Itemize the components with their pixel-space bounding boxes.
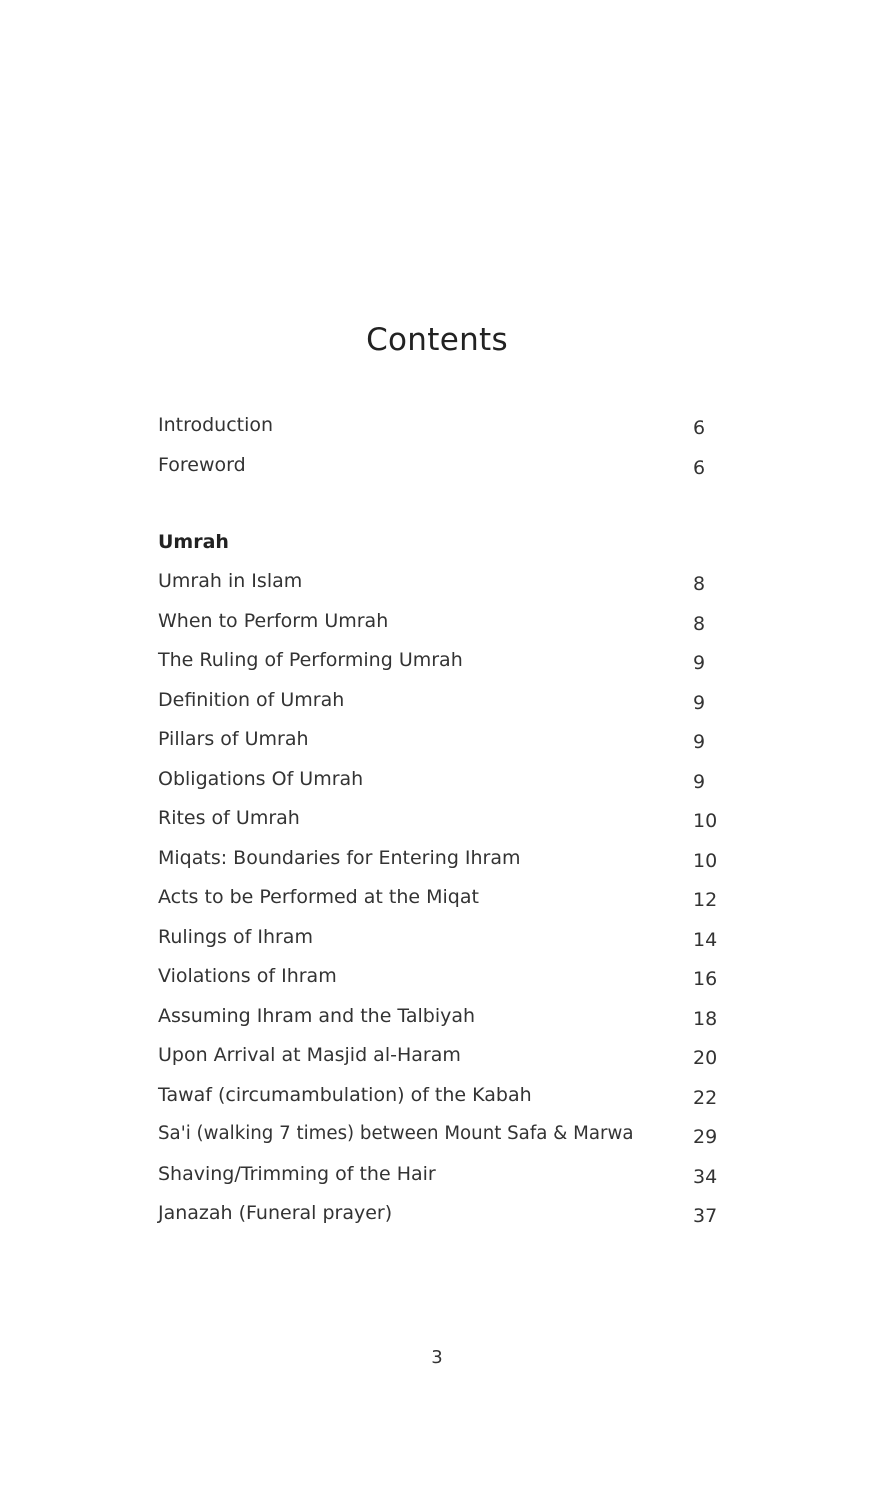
toc-entry-label: Foreword — [158, 453, 246, 476]
toc-entry[interactable] — [158, 1038, 720, 1078]
toc-entry-page: 16 — [693, 968, 718, 990]
toc-entry[interactable] — [158, 683, 720, 723]
toc-entry-page: 9 — [693, 691, 706, 714]
toc-entry-page: 10 — [693, 849, 718, 872]
table-of-contents — [158, 408, 720, 1236]
toc-entry[interactable] — [158, 880, 720, 920]
toc-entry-page: 8 — [693, 612, 706, 635]
toc-entry[interactable] — [158, 1078, 720, 1118]
toc-entry[interactable] — [158, 408, 720, 448]
toc-entry[interactable] — [158, 1117, 720, 1157]
toc-entry-page: 9 — [693, 770, 706, 793]
toc-entry-label: Introduction — [158, 414, 274, 436]
toc-entry-label: Violations of Ihram — [158, 965, 337, 987]
toc-entry-label: Rulings of Ihram — [158, 925, 313, 948]
toc-entry-page: 20 — [693, 1047, 718, 1069]
toc-entry[interactable] — [158, 604, 720, 644]
toc-entry-page: 14 — [693, 928, 718, 951]
toc-entry-label: Obligations Of Umrah — [158, 767, 364, 790]
toc-entry-label: Pillars of Umrah — [158, 728, 309, 750]
toc-entry-label: The Ruling of Performing Umrah — [158, 649, 463, 671]
toc-entry[interactable] — [158, 841, 720, 881]
toc-entry-page: 18 — [693, 1007, 718, 1030]
toc-entry-page: 9 — [693, 652, 706, 674]
toc-entry-label: Rites of Umrah — [158, 807, 300, 829]
toc-entry-page: 10 — [693, 810, 718, 832]
toc-entry[interactable] — [158, 920, 720, 960]
toc-entry-page: 9 — [693, 731, 706, 753]
toc-entry-label: Shaving/Trimming of the Hair — [158, 1162, 436, 1185]
toc-entry[interactable] — [158, 564, 720, 604]
toc-entry-page: 29 — [693, 1126, 718, 1148]
toc-entry[interactable] — [158, 762, 720, 802]
toc-entry-label: Sa'i (walking 7 times) between Mount Safa & Marwa — [158, 1123, 634, 1144]
toc-entry-label: Janazah (Funeral prayer) — [158, 1202, 393, 1224]
toc-entry-page: 37 — [693, 1205, 718, 1227]
toc-entry[interactable] — [158, 801, 720, 841]
toc-entry[interactable] — [158, 448, 720, 488]
contents-title: Contents — [366, 322, 508, 358]
toc-entry[interactable] — [158, 999, 720, 1039]
toc-entry-page: 8 — [693, 573, 706, 595]
toc-entry-label: Tawaf (circumambulation) of the Kabah — [158, 1083, 532, 1106]
toc-entry-label: Definition of Umrah — [158, 688, 345, 711]
toc-entry-page: 6 — [693, 417, 706, 439]
toc-entry-label: Miqats: Boundaries for Entering Ihram — [158, 846, 521, 869]
section-heading: Umrah — [158, 531, 229, 553]
toc-entry-label: Upon Arrival at Masjid al-Haram — [158, 1044, 461, 1066]
toc-entry-label: When to Perform Umrah — [158, 609, 389, 632]
toc-entry-page: 6 — [693, 456, 706, 479]
toc-entry-label: Umrah in Islam — [158, 570, 303, 592]
toc-entry[interactable] — [158, 1157, 720, 1197]
toc-entry-page: 22 — [693, 1086, 718, 1109]
toc-entry-page: 34 — [693, 1165, 718, 1188]
toc-entry[interactable] — [158, 643, 720, 683]
toc-entry-label: Acts to be Performed at the Miqat — [158, 886, 479, 908]
toc-entry-label: Assuming Ihram and the Talbiyah — [158, 1004, 476, 1027]
toc-entry[interactable] — [158, 1196, 720, 1236]
toc-entry[interactable] — [158, 959, 720, 999]
page-number: 3 — [431, 1347, 443, 1368]
toc-entry[interactable] — [158, 722, 720, 762]
toc-entry-page: 12 — [693, 889, 718, 911]
